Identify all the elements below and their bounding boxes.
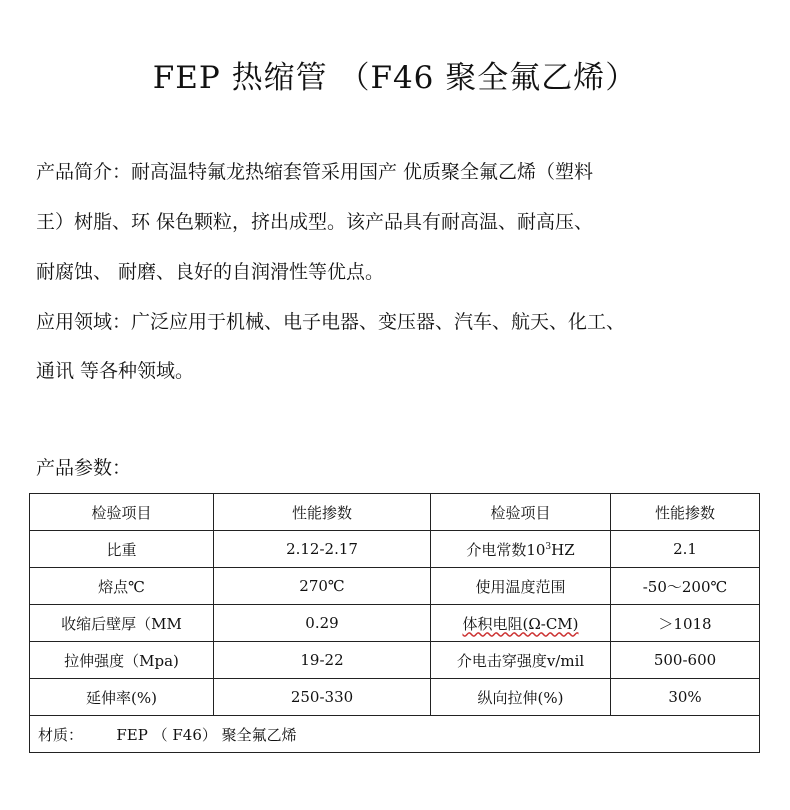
material-cell: 材质： FEP （ F46） 聚全氟乙烯 (30, 716, 760, 753)
header-test-item-1: 检验项目 (30, 494, 214, 531)
application-line-2: 通讯 等各种领域。 (36, 360, 195, 382)
cell-item: 比重 (30, 531, 214, 568)
page-title: FEP 热缩管 （F46 聚全氟乙烯） (152, 60, 638, 96)
cell-value: 2.12-2.17 (214, 531, 431, 568)
cell-item: 延伸率(%) (30, 679, 214, 716)
header-performance-2: 性能掺数 (611, 494, 760, 531)
cell-value: 19-22 (214, 642, 431, 679)
table-row (30, 642, 760, 679)
intro-line-2: 王）树脂、环 保色颗粒，挤出成型。该产品具有耐高温、耐高压、 (36, 211, 594, 233)
tensile-strength-label: 拉伸强度（Mpa) (64, 651, 179, 670)
cell-item: 纵向拉伸(%) (431, 679, 611, 716)
cell-item: 熔点℃ (30, 568, 214, 605)
dielectric-suffix: HZ (551, 540, 575, 559)
table-row (30, 568, 760, 605)
cell-item (431, 531, 611, 568)
cell-value: 270℃ (214, 568, 431, 605)
cell-item (431, 605, 611, 642)
header-performance-1: 性能掺数 (214, 494, 431, 531)
intro-line-3: 耐腐蚀、 耐磨、良好的自润滑性等优点。 (36, 261, 385, 283)
params-label: 产品参数： (36, 457, 132, 479)
cell-item: 收缩后壁厚（MM (30, 605, 214, 642)
params-table (29, 493, 760, 753)
table-header-row (30, 494, 760, 531)
table-row (30, 679, 760, 716)
cell-item: 介电击穿强度v/mil (431, 642, 611, 679)
cell-item: 使用温度范围 (431, 568, 611, 605)
cell-value: 250-330 (214, 679, 431, 716)
header-test-item-2: 检验项目 (431, 494, 611, 531)
dielectric-label: 介电常数10 (466, 540, 546, 559)
table-row (30, 605, 760, 642)
table-row (30, 531, 760, 568)
volume-resistance-label: 体积电阻(Ω-CM) (462, 614, 579, 633)
cell-value: -50～200℃ (611, 568, 760, 605)
cell-value: 0.29 (214, 605, 431, 642)
dielectric-sup: 3 (545, 541, 552, 552)
application-line-1: 应用领域：广泛应用于机械、电子电器、变压器、汽车、航天、化工、 (36, 311, 626, 333)
cell-value: 500-600 (611, 642, 760, 679)
cell-value: ＞1018 (611, 605, 760, 642)
cell-value: 2.1 (611, 531, 760, 568)
cell-item (30, 642, 214, 679)
cell-value: 30% (611, 679, 760, 716)
intro-line-1: 产品简介：耐高温特氟龙热缩套管采用国产 优质聚全氟乙烯（塑料 (36, 161, 594, 183)
table-row-material (30, 716, 760, 753)
